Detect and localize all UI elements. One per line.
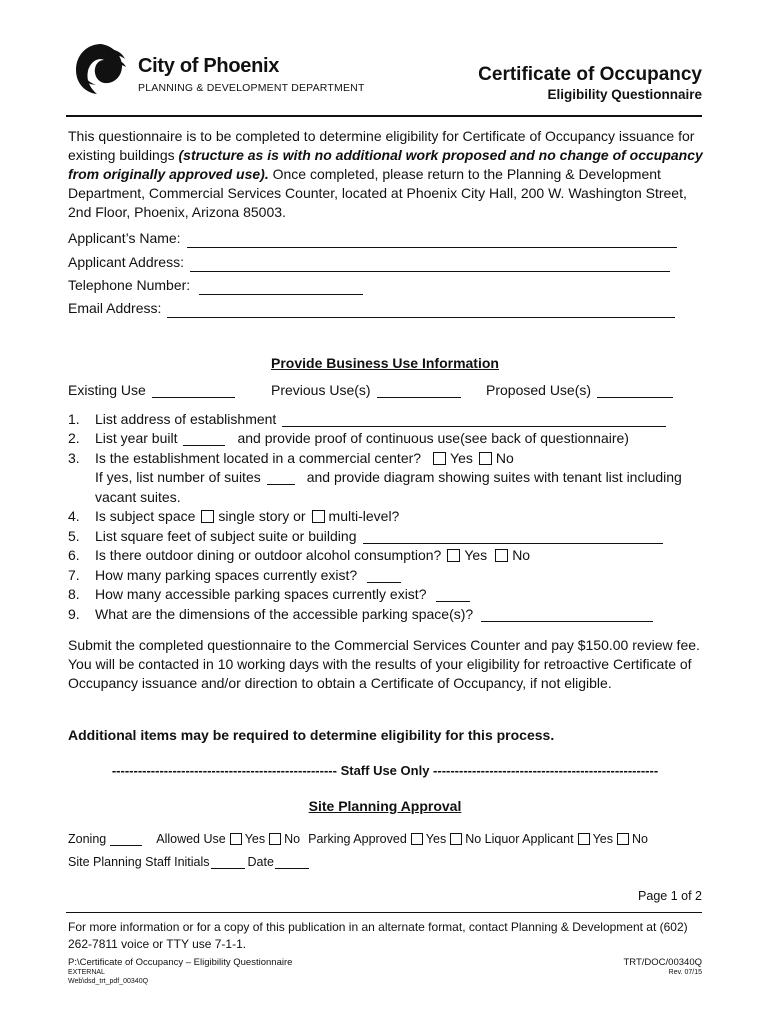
question-number: 1. — [68, 410, 80, 427]
applicant-name-label: Applicant’s Name: — [68, 230, 181, 246]
question-7-text: How many parking spaces currently exist? — [95, 566, 358, 583]
org-name: City of Phoenix — [138, 55, 280, 77]
question-number: 9. — [68, 605, 80, 622]
no-label: No — [495, 449, 514, 466]
question-3-followup-line2 — [68, 485, 728, 505]
previous-use-label: Previous Use(s) — [271, 382, 371, 398]
intro-text-part2: Once completed, please return to the Planning & Development Department, Commercial Services Counter, located at Phoenix City Hall, 200 W. Washington Street, 2nd Floor, Phoenix, Arizona 85003. — [68, 166, 687, 220]
header-divider — [66, 115, 702, 117]
yes-label: Yes — [244, 832, 266, 846]
proposed-use-field[interactable] — [597, 381, 673, 398]
date-label: Date — [247, 855, 274, 869]
allowed-use-no-checkbox[interactable] — [269, 833, 281, 845]
additional-items-note: Additional items may be required to determine eligibility for this process. — [68, 727, 555, 743]
single-story-label: single story or — [218, 508, 306, 524]
question-number: 8. — [68, 586, 80, 602]
revision: Rev. 07/15 — [668, 969, 702, 976]
document-subtitle: Eligibility Questionnaire — [547, 87, 702, 102]
question-number: 4. — [68, 508, 80, 524]
parking-approved-label: Parking Approved — [308, 832, 407, 846]
document-title: Certificate of Occupancy — [478, 64, 702, 85]
question-9-text: What are the dimensions of the accessible parking space(s)? — [95, 605, 474, 622]
question-8 — [68, 583, 728, 603]
year-built-field[interactable] — [183, 429, 225, 446]
commercial-center-yes-checkbox[interactable] — [433, 452, 446, 465]
question-3-followup — [68, 466, 728, 486]
single-story-checkbox[interactable] — [201, 510, 214, 523]
accessible-parking-field[interactable] — [436, 585, 470, 602]
number-of-suites-field[interactable] — [267, 468, 295, 485]
telephone-field[interactable] — [199, 278, 363, 295]
question-2-text-cont: and provide proof of continuous use(see back of questionnaire) — [237, 430, 629, 446]
zoning-label: Zoning — [68, 832, 107, 846]
allowed-use-yes-checkbox[interactable] — [230, 833, 242, 845]
parking-spaces-field[interactable] — [367, 566, 401, 583]
outdoor-dining-no-checkbox[interactable] — [495, 549, 508, 562]
liquor-no-checkbox[interactable] — [617, 833, 629, 845]
question-5 — [68, 524, 728, 544]
staff-initials-field[interactable] — [211, 855, 245, 869]
outdoor-dining-yes-checkbox[interactable] — [447, 549, 460, 562]
yes-label: Yes — [464, 547, 488, 563]
email-field[interactable] — [167, 301, 675, 318]
question-4-text: Is subject space — [95, 508, 196, 524]
question-2-text: List year built — [95, 430, 178, 446]
multi-level-checkbox[interactable] — [312, 510, 325, 523]
question-number: 6. — [68, 547, 80, 563]
web-path: Web\dsd_trt_pdf_00340Q — [68, 978, 149, 985]
applicant-address-row — [68, 252, 670, 272]
no-label: No — [632, 832, 648, 846]
allowed-use-label: Allowed Use — [156, 832, 226, 846]
question-3 — [68, 446, 728, 466]
department-name: PLANNING & DEVELOPMENT DEPARTMENT — [138, 82, 365, 94]
intro-emphasis: (structure as is with no additional work proposed and no change of occupancy from originally approved use). — [68, 147, 703, 182]
phoenix-bird-logo — [70, 40, 132, 96]
uses-row — [68, 381, 673, 398]
question-number: 2. — [68, 430, 80, 446]
footer-doc-info — [624, 958, 703, 978]
email-label: Email Address: — [68, 300, 162, 316]
parking-approved-yes-checkbox[interactable] — [411, 833, 423, 845]
proposed-use-label: Proposed Use(s) — [486, 382, 592, 398]
doc-code: TRT/DOC/00340Q — [623, 957, 702, 968]
question-3-followup-text-cont: and provide diagram showing suites with tenant list including — [306, 469, 682, 485]
parking-approved-no-checkbox[interactable] — [450, 833, 462, 845]
question-4 — [68, 505, 728, 525]
external-tag: EXTERNAL — [68, 969, 105, 976]
question-number: 7. — [68, 566, 80, 583]
previous-use-field[interactable] — [377, 381, 461, 398]
submit-paragraph: Submit the completed questionnaire to the Commercial Services Counter and pay $150.00 review fee. You will be contacted in 10 working days with the results of your eligibility for retroactive Certificate of Occupancy issuance and/or direction to obtain a Certificate of Occupancy, if not eligible. — [68, 637, 700, 691]
applicant-address-field[interactable] — [190, 255, 670, 272]
question-3-followup-text: If yes, list number of suites — [95, 469, 261, 485]
question-1-text: List address of establishment — [95, 410, 277, 427]
site-planning-row — [68, 832, 648, 846]
question-9 — [68, 602, 728, 622]
question-2 — [68, 427, 728, 447]
business-use-heading: Provide Business Use Information — [271, 355, 499, 371]
date-field[interactable] — [275, 855, 309, 869]
footer-info: For more information or for a copy of this publication in an alternate format, contact Planning & Development at (602) 262-7811 voice or TTY use 7-1-1. — [68, 920, 688, 951]
telephone-row — [68, 275, 363, 295]
file-path: P:\Certificate of Occupancy – Eligibility Questionnaire — [68, 957, 293, 968]
email-row — [68, 298, 675, 318]
question-7 — [68, 563, 728, 583]
intro-paragraph — [68, 127, 708, 222]
site-planning-heading: Site Planning Approval — [308, 798, 462, 814]
staff-initials-label: Site Planning Staff Initials — [68, 855, 210, 869]
questions-list — [68, 407, 728, 622]
question-8-text: How many accessible parking spaces currently exist? — [95, 586, 427, 602]
applicant-name-field[interactable] — [187, 231, 677, 248]
telephone-label: Telephone Number: — [68, 277, 191, 293]
question-5-text: List square feet of subject suite or building — [95, 527, 357, 544]
question-number: 3. — [68, 449, 80, 466]
question-6 — [68, 544, 728, 564]
question-6-text: Is there outdoor dining or outdoor alcohol consumption? — [95, 547, 442, 563]
zoning-field[interactable] — [110, 832, 142, 846]
question-3-followup-text-end: vacant suites. — [95, 488, 181, 505]
yes-label: Yes — [425, 832, 447, 846]
question-1 — [68, 407, 728, 427]
commercial-center-no-checkbox[interactable] — [479, 452, 492, 465]
staff-initials-row — [68, 855, 309, 869]
establishment-address-field[interactable] — [282, 410, 666, 427]
staff-use-separator: ---------------------------------------------------- Staff Use Only ---------------------------------------------------- — [111, 763, 659, 778]
multi-level-label: multi-level? — [328, 508, 400, 524]
no-label: No — [512, 547, 531, 563]
existing-use-field[interactable] — [152, 381, 235, 398]
footer-file-info — [68, 958, 292, 986]
yes-label: Yes — [592, 832, 614, 846]
page-number: Page 1 of 2 — [638, 889, 702, 903]
footer-divider — [66, 912, 702, 913]
question-3-text: Is the establishment located in a commercial center? — [95, 449, 422, 466]
liquor-yes-checkbox[interactable] — [578, 833, 590, 845]
existing-use-label: Existing Use — [68, 382, 146, 398]
parking-dimensions-field[interactable] — [481, 605, 653, 622]
applicant-address-label: Applicant Address: — [68, 254, 184, 270]
no-label: No — [284, 832, 301, 846]
question-number: 5. — [68, 527, 80, 544]
square-feet-field[interactable] — [363, 527, 663, 544]
applicant-name-row — [68, 228, 677, 248]
no-liquor-label: No Liquor Applicant — [465, 832, 574, 846]
yes-label: Yes — [450, 449, 473, 466]
intro-text-part1: This questionnaire is to be completed to determine eligibility for Certificate of Occupancy issuance for existing buildings — [68, 128, 695, 163]
